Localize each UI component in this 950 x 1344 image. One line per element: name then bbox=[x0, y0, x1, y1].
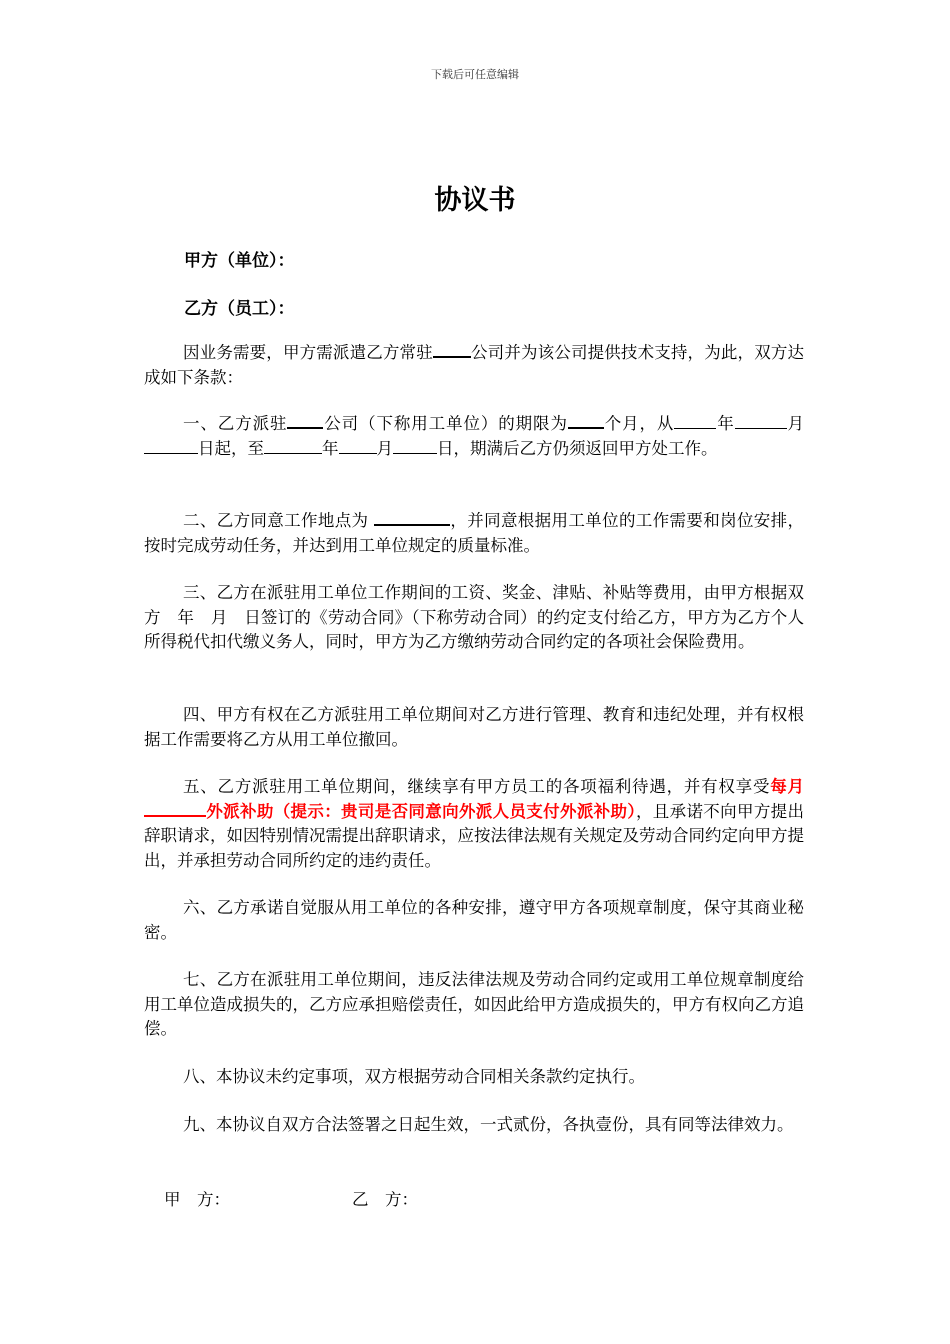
document-title: 协议书 bbox=[434, 185, 516, 216]
clause-2: 二、乙方同意工作地点为 ，并同意根据用工单位的工作需要和岗位安排，按时完成劳动任务，并达到用工单位规定的质量标准。 bbox=[144, 511, 805, 555]
blank-end-day bbox=[393, 438, 437, 454]
clause-8: 八、本协议未约定事项，双方根据劳动合同相关条款约定执行。 bbox=[183, 1067, 645, 1086]
blank-end-year bbox=[264, 438, 322, 454]
blank-end-month bbox=[339, 438, 377, 454]
signature-party-a: 甲 方： bbox=[164, 1190, 230, 1209]
highlight-monthly: 每月 bbox=[770, 777, 805, 796]
blank-start-year bbox=[674, 413, 716, 429]
blank-work-location bbox=[374, 509, 450, 526]
intro-paragraph: 因业务需要，甲方需派遣乙方常驻 公司并为该公司提供技术支持，为此，双方达成如下条款： bbox=[144, 343, 805, 387]
blank-company bbox=[433, 341, 471, 358]
blank-start-day bbox=[144, 438, 198, 454]
clause-6: 六、乙方承诺自觉服从用工单位的各种安排，遵守甲方各项规章制度，保守其商业秘密。 bbox=[144, 898, 804, 942]
blank-months bbox=[568, 412, 604, 429]
clause-4: 四、甲方有权在乙方派驻用工单位期间对乙方进行管理、教育和违纪处理，并有权根据工作需要将乙方从用工单位撤回。 bbox=[144, 705, 804, 749]
header-note: 下载后可任意编辑 bbox=[431, 68, 519, 81]
clause-5: 五、乙方派驻用工单位期间，继续享有甲方员工的各项福利待遇，并有权享受每月外派补助（提示：贵司是否同意向外派人员支付外派补助），且承诺不向甲方提出辞职请求，如因特别情况需提出辞职请求，应按法律法规有关规定及劳动合同约定向甲方提出，并承担劳动合同所约定的违约责任。 bbox=[144, 777, 805, 870]
party-a-label: 甲方（单位）： bbox=[184, 251, 295, 271]
clause-9: 九、本协议自双方合法签署之日起生效，一式贰份，各执壹份，具有同等法律效力。 bbox=[183, 1115, 794, 1134]
signature-party-b: 乙 方： bbox=[352, 1190, 418, 1209]
blank-start-month bbox=[735, 413, 787, 429]
clause-7: 七、乙方在派驻用工单位期间，违反法律法规及劳动合同约定或用工单位规章制度给用工单位造成损失的，乙方应承担赔偿责任，如因此给甲方造成损失的，甲方有权向乙方追偿。 bbox=[144, 970, 804, 1038]
blank-company bbox=[287, 412, 323, 429]
clause-1: 一、乙方派驻 公司（下称用工单位）的期限为 个月，从 年 月日起，至 年 月 日，期满后乙方仍须返回甲方处工作。 bbox=[144, 412, 804, 461]
clause-3: 三、乙方在派驻用工单位工作期间的工资、奖金、津贴、补贴等费用，由甲方根据双方 年 月 日签订的《劳动合同》（下称劳动合同）的约定支付给乙方，甲方为乙方个人所得税代扣代缴义务人，同时，甲方为乙方缴纳劳动合同约定的各项社会保险费用。 bbox=[144, 583, 804, 651]
party-b-label: 乙方（员工）： bbox=[184, 299, 295, 319]
highlight-allowance-note: 外派补助（提示：贵司是否同意向外派人员支付外派补助） bbox=[206, 801, 636, 821]
blank-allowance-amount bbox=[144, 800, 206, 817]
